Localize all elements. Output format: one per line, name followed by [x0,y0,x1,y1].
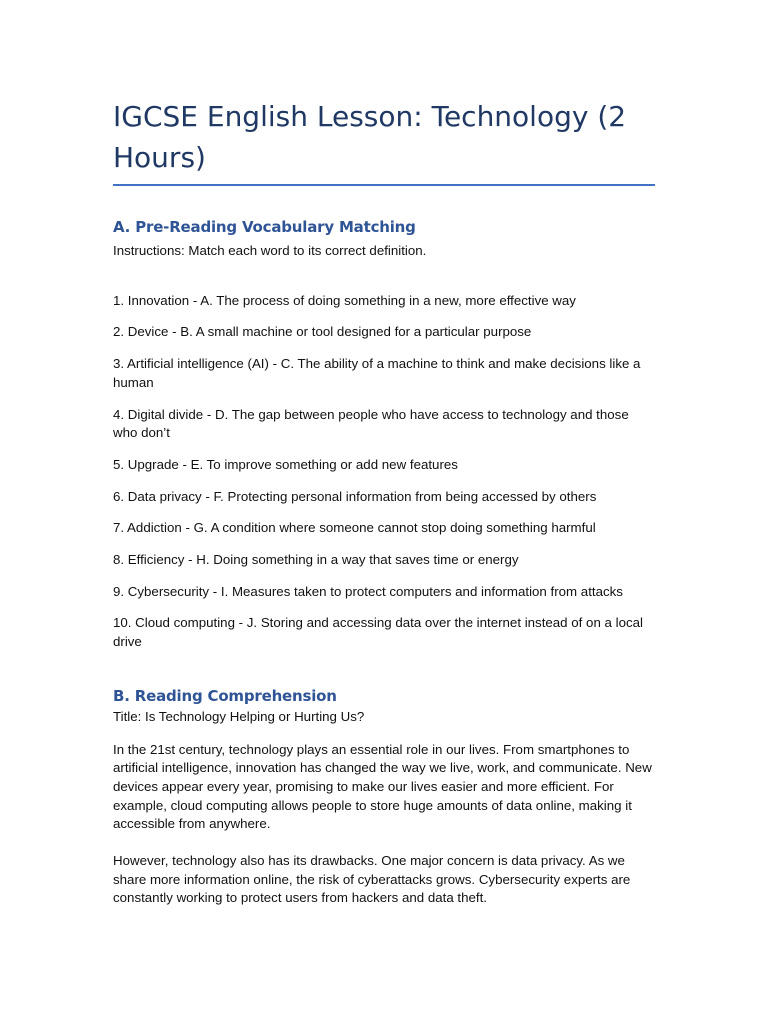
vocabulary-list [113,292,655,652]
vocabulary-item: 8. Efficiency - H. Doing something in a way that saves time or energy [113,552,519,568]
vocabulary-item: 6. Data privacy - F. Protecting personal information from being accessed by others [113,488,597,504]
reading-paragraph: In the 21st century, technology plays an essential role in our lives. From smartphones to artificial intelligence, innovation has changed the way we live, work, and communicate. New devices appear every year, promising to make our lives easier and more efficient. For example, cloud computing allows people to store huge amounts of data online, making it accessible from anywhere. [113,741,652,832]
reading-title: Title: Is Technology Helping or Hurting Us? [113,708,365,724]
vocabulary-item: 2. Device - B. A small machine or tool designed for a particular purpose [113,324,532,340]
vocabulary-item: 10. Cloud computing - J. Storing and accessing data over the internet instead of on a local drive [113,615,643,650]
vocabulary-item: 3. Artificial intelligence (AI) - C. The ability of a machine to think and make decisions like a human [113,356,641,390]
vocabulary-item: 1. Innovation - A. The process of doing something in a new, more effective way [113,292,576,308]
title-underline [113,184,655,186]
vocabulary-item: 5. Upgrade - E. To improve something or add new features [113,456,458,472]
section-a-heading: A. Pre-Reading Vocabulary Matching [113,218,416,236]
reading-paragraph: However, technology also has its drawbacks. One major concern is data privacy. As we share more information online, the risk of cyberattacks grows. Cybersecurity experts are constantly working to protect users from hackers and data theft. [113,853,631,906]
vocabulary-instructions: Instructions: Match each word to its correct definition. [113,243,427,258]
vocabulary-item: 9. Cybersecurity - I. Measures taken to protect computers and information from attacks [113,583,623,599]
document-page [113,96,655,908]
vocabulary-item: 4. Digital divide - D. The gap between people who have access to technology and those who don’t [113,406,629,441]
document-title: IGCSE English Lesson: Technology (2 Hours) [113,100,627,174]
section-b-heading: B. Reading Comprehension [113,686,337,705]
vocabulary-item: 7. Addiction - G. A condition where someone cannot stop doing something harmful [113,520,596,536]
